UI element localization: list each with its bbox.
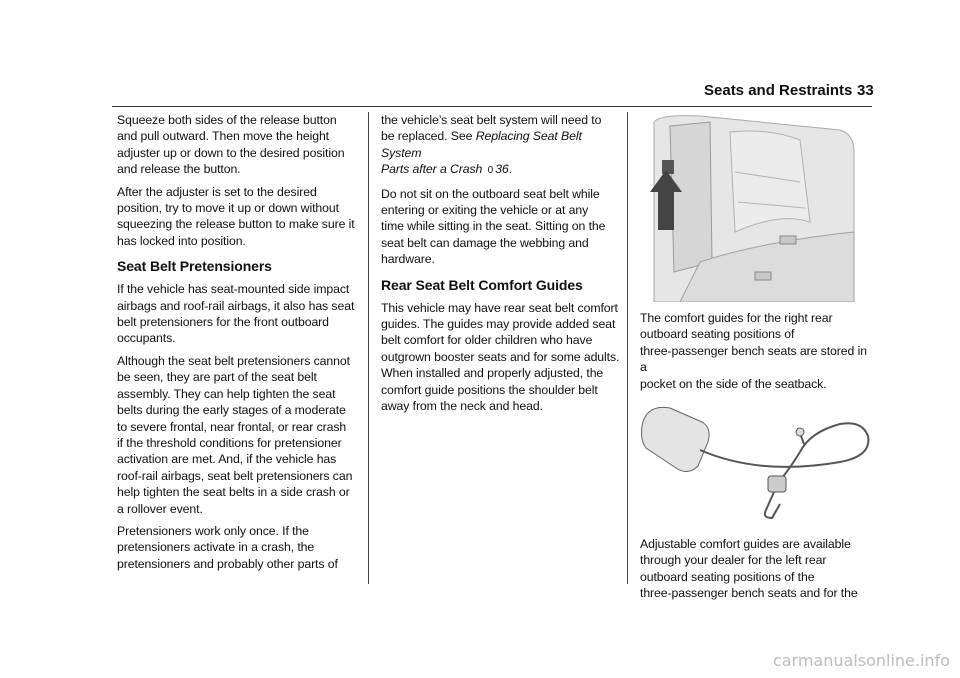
paragraph: This vehicle may have rear seat belt comfort guides. The guides may provide added seat belt comfort for older children who have outgrown booster seats and for some adults. When installed and properly adjusted, the comfort guide positions the shoulder belt away from the neck and head. (381, 300, 620, 414)
header-divider (112, 106, 872, 107)
page-number: 33 (857, 82, 874, 99)
page-reference-number[interactable]: 36 (495, 162, 509, 177)
paragraph: Adjustable comfort guides are available through your dealer for the left rear outboard seating positions of the three-passenger bench seats and for the (640, 537, 858, 601)
paragraph: Squeeze both sides of the release button and pull outward. Then move the height adjuster up or down to the desired position and release the button. (117, 113, 345, 177)
cross-reference-link[interactable]: Replacing Seat Belt System Parts after a Crash (381, 129, 582, 177)
paragraph (381, 112, 621, 180)
paragraph-text: the vehicle’s seat belt system will need to be replaced. See (381, 113, 602, 144)
column-divider (368, 112, 369, 584)
comfort-guide-illustration (640, 398, 872, 528)
section-title: Seats and Restraints (704, 82, 853, 99)
paragraph: The comfort guides for the right rear outboard seating positions of three-passenger bench seats are stored in a pocket on the side of the seatback. (640, 311, 867, 391)
rear-seat-illustration (640, 112, 864, 302)
section-heading: Seat Belt Pretensioners (117, 258, 272, 275)
paragraph-text: . (508, 162, 512, 177)
paragraph: Do not sit on the outboard seat belt while entering or exiting the vehicle or at any time while sitting in the seat. Sitting on the seat belt can damage the webbing and hardware. (381, 186, 606, 267)
watermark: carmanualsonline.info (772, 651, 950, 670)
column-middle (381, 112, 621, 421)
column-right (640, 112, 872, 608)
paragraph: After the adjuster is set to the desired position, try to move it up or down without squeezing the release button to make sure it has locked into position. (117, 184, 355, 248)
paragraph: If the vehicle has seat-mounted side impact airbags and roof-rail airbags, it also has seat belt pretensioners for the front outboard occupants. (117, 282, 355, 346)
column-divider (627, 112, 628, 584)
section-heading: Rear Seat Belt Comfort Guides (381, 276, 583, 293)
page-reference-icon: 0 (487, 165, 494, 177)
paragraph: Although the seat belt pretensioners cannot be seen, they are part of the seat belt assembly. They can help tighten the seat belts during the early stages of a moderate to severe frontal, near frontal, or rear crash if the threshold conditions for pretensioner activation are met. And, if the vehicle has roof-rail airbags, seat belt pretensioners can help tighten the seat belts in a side crash or a rollover event. (117, 353, 353, 516)
column-left (117, 112, 357, 578)
paragraph: Pretensioners work only once. If the pretensioners activate in a crash, the pretensioners and probably other parts of (117, 523, 338, 571)
